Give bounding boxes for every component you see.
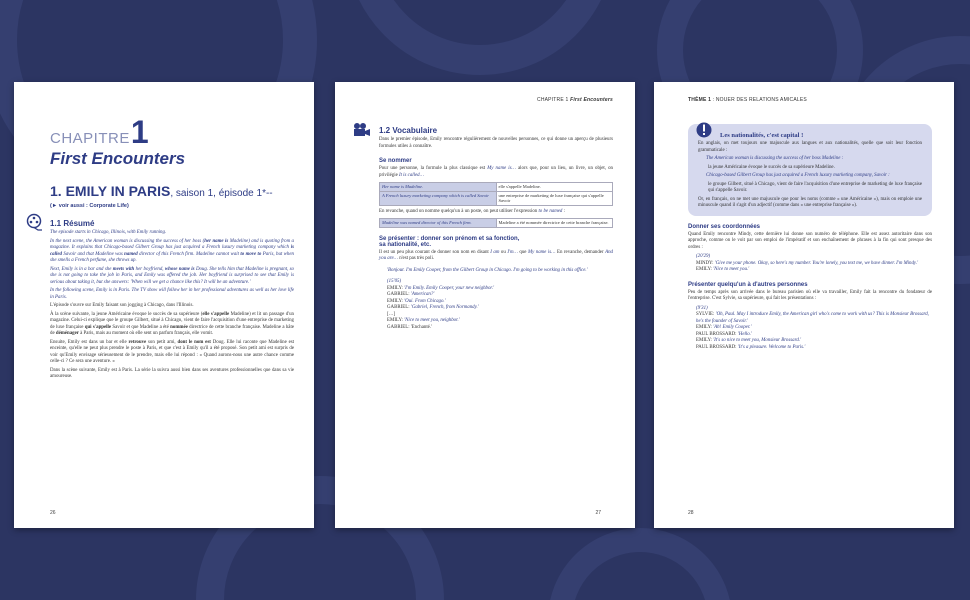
intro-paragraph: Dans le premier épisode, Emily rencontre régulièrement de nouvelles personnes, ce qui donne un aperçu de plusieurs formules utiles à connaître. [379, 137, 613, 149]
table-row: A French luxury marketing company which is called Savoir une entreprise de marketing de luxe française qui s'appelle Savoir [380, 191, 613, 205]
paragraph: Ensuite, Emily est dans un bar et elle retrouve son petit ami, dont le nom est Doug. Elle lui raconte que Madeline est enceinte, qu'elle ne peut plus prendre le poste à Paris, et que c'est à Emily qu'il a été proposé. Son petit ami est surpris de voir qu'Emily envisage sérieusement de le prendre, mais elle lui répond : « Quand aurons-nous une autre chance comme celle-ci ? Ce sera une aventure. » [50, 339, 295, 364]
quote: 'Bonjour. I'm Emily Cooper, from the Gilbert Group in Chicago. I'm going to be working in this office.' [387, 267, 588, 273]
paragraph: L'épisode s'ouvre sur Emily faisant son jogging à Chicago, dans l'Illinois. [50, 303, 194, 308]
section-title: 1.2 Vocabulaire [379, 126, 438, 135]
note-paragraph: Or, en français, on ne met une majuscule que pour les noms (comme « une Américaine »), mais on emploie une minuscule quand il s'agit d'un adjectif (comme dans « une entreprise française »). [698, 196, 922, 208]
dialogue [379, 279, 613, 331]
subheading: Donner ses coordonnées [688, 223, 761, 230]
dialogue-line: PAUL BROSSARD: 'It's a pleasure. Welcome to Paris.' [696, 344, 806, 350]
table-row: Madeline was named director of this French firm. Madeline a été nommée directrice de cette branche française. [380, 219, 613, 228]
page-number: 26 [50, 510, 56, 516]
table-row: Her name is Madeline. elle s'appelle Madeline. [380, 183, 613, 192]
note-example: Chicago-based Gilbert Group has just acquired a French luxury marketing company, Savoir : [706, 173, 890, 178]
dialogue-line: GABRIEL: 'Gabriel, French, from Normandy.' [387, 305, 479, 311]
dialogue-line: EMILY: 'Oui. From Chicago.' [387, 298, 446, 304]
dialogue-line: EMILY: 'Ah! Emily Cooper.' [696, 325, 752, 330]
paragraph: In the next scene, the American woman is discussing the success of her boss (her name is Madeline) and is quoting from a magazine. It explains that Chicago-based Gilbert Group has just acquired a French luxury marketing company which is called Savoir and that Madeline was named director of this French firm. Madeline cannot wait to move to Paris, but when she smells a French perfume, she throws up. [50, 238, 295, 263]
note-example: The American woman is discussing the success of her boss Madeline : [706, 156, 844, 161]
dialogue-line: EMILY: 'I'm Emily. Emily Cooper, your new neighbor.' [387, 285, 495, 291]
dialogue-line: GABRIEL: 'Enchanté.' [387, 324, 432, 330]
dialogue-line: EMILY: 'Nice to meet you.' [696, 267, 750, 272]
section-title: 1.1 Résumé [50, 219, 95, 228]
exclamation-icon [696, 120, 712, 140]
page-number: 28 [688, 510, 694, 516]
paragraph: Dans la scène suivante, Emily est à Paris. La série la suivra aussi bien dans ses aventures professionnelles que dans sa vie amoureuse. [50, 367, 294, 379]
subheading: Se présenter : donner son prénom et sa fonction, sa nationalité, etc. [379, 235, 520, 248]
chapter-title: First Encounters [50, 149, 186, 168]
paragraph: The episode starts in Chicago, Illinois, with Emily running. [50, 230, 167, 235]
chapter-word: CHAPITRE [50, 130, 130, 147]
note-box [688, 124, 932, 216]
paragraph: Next, Emily is in a bar and she meets with her boyfriend, whose name is Doug. She tells him that Madeline is pregnant, so she is not going to take the job in Paris, and Emily was offered the job. Her boyfriend is surprised to see that Emily is serious about taking it, but she answers: 'When will we get a chance like this? It will be an adventure.' [50, 266, 295, 285]
episode-title: 1. EMILY IN PARIS [50, 183, 171, 199]
note-example-translation: le groupe Gilbert, situé à Chicago, vient de faire l'acquisition d'une entreprise de marketing de luxe française qui s'appelle Savoir. [708, 181, 922, 193]
paragraph: Il est un peu plus courant de donner son nom en disant I am ou I'm… que My name is… En revanche, demander And you are… n'est pas très poli. [379, 249, 613, 262]
dialogue-line: GABRIEL: 'American?' [387, 292, 435, 298]
dialogue-line: (15'05) [387, 279, 402, 285]
running-head: CHAPITRE 1 First Encounters [537, 97, 613, 103]
dialogue [688, 254, 932, 274]
film-reel-icon [26, 213, 44, 231]
section-heading [379, 126, 613, 135]
dialogue-line: (20'29) [696, 254, 711, 259]
dialogue-line: SYLVIE: 'Oh, Paul. May I introduce Emily, the American girl who's come to work with us? This is Monsieur Brossard, he's the founder of Savoir.' [696, 312, 929, 324]
see-also: (► voir aussi : Corporate Life) [50, 203, 129, 209]
page-number: 27 [595, 510, 601, 516]
chapter-number: 1 [130, 114, 149, 150]
note-example-translation: la jeune Américaine évoque le succès de sa supérieure Madeline. [708, 164, 835, 170]
page-28 [654, 82, 954, 528]
camera-icon [351, 122, 371, 138]
vocab-table [379, 182, 613, 206]
dialogue-line: PAUL BROSSARD: 'Hello.' [696, 331, 752, 337]
subheading: Se nommer [379, 158, 412, 164]
paragraph: In the following scene, Emily is in Paris. The TV show will follow her in her professional adventures as well as her love life in Paris. [50, 288, 294, 300]
chapter-heading [50, 112, 294, 150]
dialogue-line: MINDY: 'Give me your phone. Okay, so here's my number. You're lonely, you text me, we have dinner. I'm Mindy.' [696, 260, 919, 266]
dialogue-line: EMILY: 'It's so nice to meet you, Monsieur Brossard.' [696, 338, 802, 343]
paragraph: Quand Emily rencontre Mindy, cette dernière lui donne son numéro de téléphone. Elle est assez autoritaire dans son approche, comme on le voit par son emploi de l'impératif et son enchaînement de phrases à la fin qui sont presque des ordres : [688, 231, 932, 250]
dialogue-line: (9'31) [696, 305, 708, 311]
paragraph: Pour une personne, la formule la plus classique est My name is… alors que, pour un lieu, un livre, un objet, on privilégie It is called… [379, 166, 614, 178]
page-27 [335, 82, 635, 528]
vocab-table [379, 218, 613, 228]
note-paragraph: En anglais, on met toujours une majuscule aux langues et aux nationalités, quelle que soit leur fonction grammaticale : [698, 141, 922, 153]
running-head: THÈME 1 : NOUER DES RELATIONS AMICALES [688, 97, 807, 103]
dialogue-line: EMILY: 'Nice to meet you, neighbor.' [387, 318, 460, 324]
paragraph: Peu de temps après son arrivée dans le bureau parisien où elle va travailler, Emily fait la rencontre du fondateur de l'entreprise. C'est Sylvie, sa supérieure, qui fait les présentations : [688, 289, 932, 301]
dialogue-line: […] [387, 311, 396, 317]
paragraph: À la scène suivante, la jeune Américaine évoque le succès de sa supérieure (elle s'appelle Madeline) et lit un passage d'un magazine. Celui-ci explique que le groupe Gilbert, situé à Chicago, vient de faire l'acquisition d'une entreprise de marketing de luxe française qui s'appelle Savoir et que Madeline a été nommée directrice de cette branche française. Madeline a hâte de déménager à Paris, mais au moment où elle sent un parfum français, elle vomit. [50, 311, 294, 336]
section-heading [50, 219, 294, 228]
page-26 [14, 82, 314, 528]
dialogue [688, 306, 932, 352]
episode-heading [50, 183, 294, 201]
paragraph: En revanche, quand on nomme quelqu'un à un poste, on peut utiliser l'expression to be named : [379, 208, 565, 214]
note-title: Les nationalités, c'est capital ! [720, 132, 804, 139]
subheading: Présenter quelqu'un à d'autres personnes [688, 281, 808, 288]
episode-subtitle: , saison 1, épisode 1*-- [170, 188, 273, 199]
